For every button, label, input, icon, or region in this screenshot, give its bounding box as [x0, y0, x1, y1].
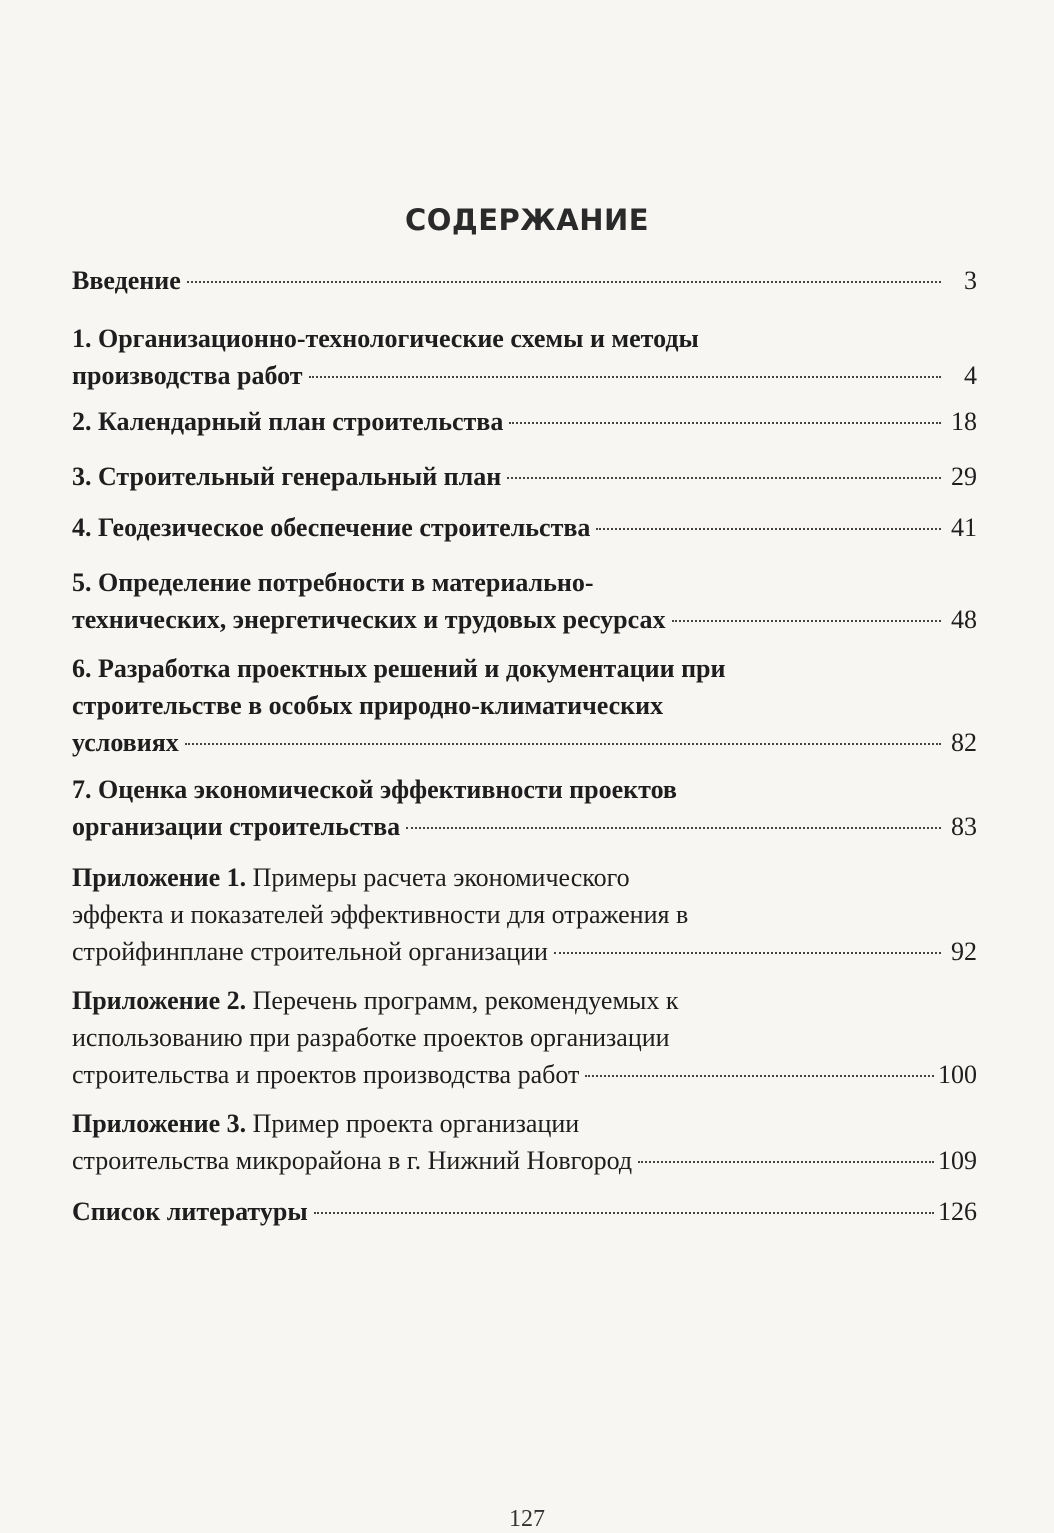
toc-page-number: 18 — [951, 407, 977, 436]
toc-page-number: 4 — [964, 361, 977, 390]
toc-entry-title-line: технических, энергетических и трудовых ресурсах — [72, 605, 666, 634]
toc-entry-chapter-2[interactable] — [72, 403, 977, 440]
toc-entry-title-line: 6. Разработка проектных решений и документации при — [72, 654, 726, 683]
toc-entry-title-line — [72, 1105, 977, 1142]
toc-page-number: 41 — [951, 513, 977, 542]
toc-page-number: 82 — [951, 728, 977, 757]
toc-entry-chapter-5[interactable] — [72, 564, 977, 638]
appendix-title-text: Примеры расчета экономического — [246, 863, 630, 892]
dot-leader — [585, 1075, 934, 1077]
toc-entry-title-line: организации строительства — [72, 812, 401, 841]
toc-page-number: 83 — [951, 812, 977, 841]
toc-page-number: 48 — [951, 605, 977, 634]
toc-entry-chapter-4[interactable] — [72, 509, 977, 546]
toc-entry-appendix-2[interactable] — [72, 982, 977, 1093]
dot-leader — [185, 743, 941, 745]
toc-page-number: 109 — [938, 1146, 977, 1175]
appendix-title-text: Перечень программ, рекомендуемых к — [246, 986, 679, 1015]
toc-entry-title: Список литературы — [72, 1197, 308, 1226]
dot-leader — [314, 1212, 934, 1214]
dot-leader — [554, 952, 941, 954]
toc-entry-title-line — [72, 859, 977, 896]
toc-entry-title-line: производства работ — [72, 361, 303, 390]
page-number: 127 — [509, 1506, 545, 1532]
toc-entry-title-line: 1. Организационно-технологические схемы и методы — [72, 324, 699, 353]
dot-leader — [187, 281, 941, 283]
toc-entry-title: 3. Строительный генеральный план — [72, 462, 502, 491]
toc-entry-title: Введение — [72, 266, 181, 295]
toc-entry-chapter-1[interactable] — [72, 320, 977, 394]
toc-entry-title-line: использованию при разработке проектов организации — [72, 1023, 670, 1052]
dot-leader — [507, 477, 941, 479]
appendix-title-text: Пример проекта организации — [246, 1109, 580, 1138]
toc-entry-title-line: 5. Определение потребности в материально- — [72, 568, 594, 597]
toc-entry-title: 4. Геодезическое обеспечение строительства — [72, 513, 591, 542]
dot-leader — [638, 1161, 934, 1163]
dot-leader — [406, 827, 941, 829]
dot-leader — [672, 620, 942, 622]
toc-page-number: 92 — [951, 937, 977, 966]
toc-page-number: 100 — [938, 1060, 977, 1089]
dot-leader — [309, 376, 941, 378]
toc-entry-title-line: эффекта и показателей эффективности для отражения в — [72, 900, 689, 929]
toc-entry-title-line: условиях — [72, 728, 179, 757]
dot-leader — [509, 422, 941, 424]
dot-leader — [596, 528, 941, 530]
toc-entry-appendix-3[interactable] — [72, 1105, 977, 1179]
toc-page-number: 126 — [938, 1197, 977, 1226]
toc-entry-title-line: стройфинплане строительной организации — [72, 937, 548, 966]
toc-heading: СОДЕРЖАНИЕ — [404, 203, 650, 237]
toc-entry-title-line: 7. Оценка экономической эффективности проектов — [72, 775, 677, 804]
toc-entry-appendix-1[interactable] — [72, 859, 977, 970]
toc-entry-references[interactable] — [72, 1193, 977, 1230]
toc-entry-chapter-3[interactable] — [72, 458, 977, 495]
appendix-label: Приложение 1. — [72, 863, 247, 892]
toc-entry-title-line: строительства и проектов производства работ — [72, 1060, 580, 1089]
toc-entry-title: 2. Календарный план строительства — [72, 407, 504, 436]
appendix-label: Приложение 3. — [72, 1109, 247, 1138]
toc-entry-title-line: строительстве в особых природно-климатических — [72, 691, 664, 720]
appendix-label: Приложение 2. — [72, 986, 247, 1015]
toc-entry-title-line — [72, 982, 977, 1019]
toc-entry-introduction[interactable] — [72, 262, 977, 299]
toc-entry-title-line: строительства микрорайона в г. Нижний Новгород — [72, 1146, 633, 1175]
toc-entry-chapter-6[interactable] — [72, 650, 977, 761]
toc-page-number: 3 — [964, 266, 977, 295]
toc-page-number: 29 — [951, 462, 977, 491]
toc-entry-chapter-7[interactable] — [72, 771, 977, 845]
